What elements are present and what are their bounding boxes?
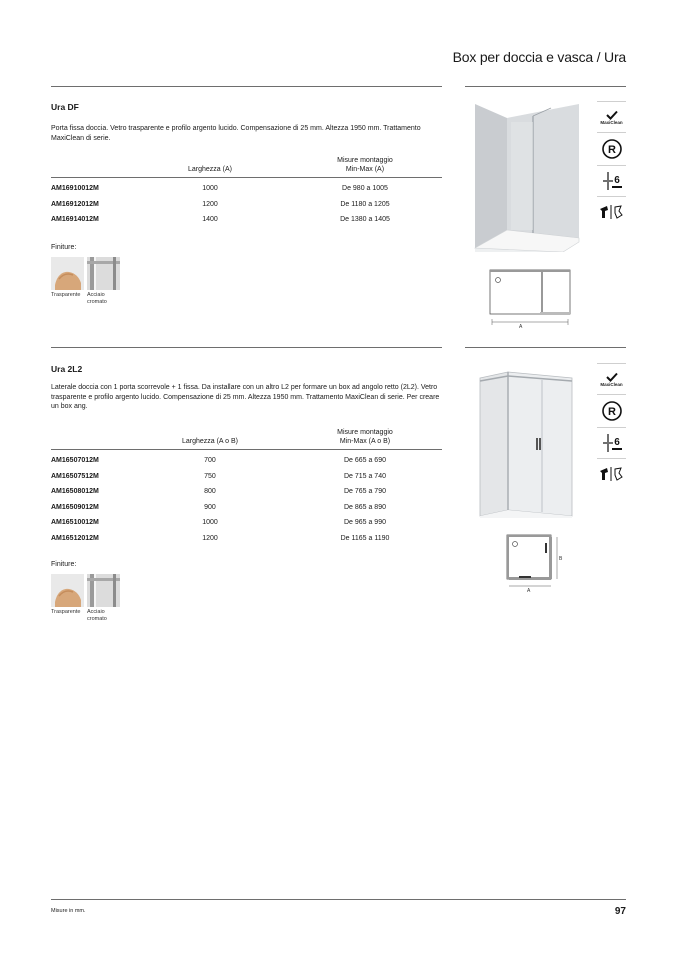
checkmark-icon <box>606 110 618 120</box>
section-divider <box>465 86 626 87</box>
product-code: AM16912012M <box>51 200 99 208</box>
section-description: Porta fissa doccia. Vetro trasparente e profilo argento lucido. Compensazione di 25 mm. Altezza 1950 mm. Trattamento MaxiClean di serie. <box>51 125 421 142</box>
table-row <box>51 450 442 469</box>
section-divider <box>465 347 626 348</box>
reversible-letter: R <box>607 144 616 156</box>
dimension-label-b: B <box>559 556 563 562</box>
mounting-range: De 1180 a 1205 <box>340 200 390 208</box>
width-value: 1200 <box>202 534 218 542</box>
section-divider <box>51 347 442 348</box>
table-row <box>51 484 442 500</box>
product-code: AM16509012M <box>51 503 99 511</box>
mounting-range: De 980 a 1005 <box>342 185 388 192</box>
finish-caption: Acciaio cromato <box>87 609 107 622</box>
footer-divider <box>51 899 626 900</box>
width-value: 750 <box>204 472 216 480</box>
checkmark-icon <box>606 372 618 382</box>
feature-icons <box>597 363 626 489</box>
section-title: Ura 2L2 <box>51 364 83 374</box>
page-number: 97 <box>614 906 626 917</box>
dimension-label: A <box>519 324 523 330</box>
feature-icons <box>597 101 626 227</box>
column-header <box>51 156 162 178</box>
product-code: AM16512012M <box>51 534 99 542</box>
compensation-value: 6 <box>613 437 620 448</box>
finish-swatch-chrome <box>87 574 120 607</box>
compensation-icon <box>597 166 626 197</box>
mounting-range: De 865 a 890 <box>343 503 386 511</box>
maxiclean-badge <box>597 363 626 395</box>
dimension-label-a: A <box>527 588 531 593</box>
mounting-range: De 965 a 990 <box>343 519 386 526</box>
mounting-range: De 1165 a 1190 <box>340 534 390 542</box>
table-row <box>51 197 442 213</box>
cleaning-icon <box>597 197 626 227</box>
table-row <box>51 469 442 485</box>
finish-swatch-transparent <box>51 574 84 607</box>
width-value: 1000 <box>202 519 218 526</box>
product-table <box>51 156 442 228</box>
width-value: 1200 <box>202 200 218 208</box>
cleaning-icon <box>597 459 626 489</box>
plan-diagram <box>497 531 567 593</box>
compensation-value: 6 <box>613 175 620 186</box>
finish-swatch-transparent <box>51 257 84 290</box>
width-value: 1000 <box>202 185 218 192</box>
reversible-icon <box>597 133 626 166</box>
compensation-icon <box>597 428 626 459</box>
table-header-row <box>51 428 442 450</box>
maxiclean-badge <box>597 101 626 133</box>
column-header: Misure montaggio Min-Max (A o B) <box>337 429 393 445</box>
reversible-icon <box>597 395 626 428</box>
finishes-label: Finiture: <box>51 561 77 568</box>
column-header: Larghezza (A o B) <box>181 438 238 445</box>
table-row <box>51 531 442 547</box>
finish-caption: Trasparente <box>51 609 81 615</box>
width-value: 800 <box>204 488 216 495</box>
maxiclean-label: MaxiClean <box>600 381 623 387</box>
finishes-label: Finiture: <box>51 244 77 251</box>
maxiclean-label: MaxiClean <box>600 119 623 125</box>
section-divider <box>51 86 442 87</box>
product-code: AM16910012M <box>51 185 99 192</box>
table-row <box>51 500 442 516</box>
width-value: 1400 <box>202 216 218 223</box>
product-code: AM16508012M <box>51 488 99 495</box>
product-code: AM16914012M <box>51 216 99 223</box>
section-title: Ura DF <box>51 102 79 112</box>
product-photo <box>478 370 574 518</box>
finish-swatch-chrome <box>87 257 120 290</box>
reversible-letter: R <box>607 406 616 418</box>
column-header: Misure montaggio Min-Max (A) <box>337 157 393 173</box>
width-value: 900 <box>204 503 216 511</box>
mounting-range: De 1380 a 1405 <box>340 216 390 223</box>
footer-note: Misure in mm. <box>51 908 86 914</box>
width-value: 700 <box>204 457 216 464</box>
table-header-row <box>51 156 442 178</box>
product-code: AM16510012M <box>51 519 99 526</box>
mounting-range: De 765 a 790 <box>343 488 386 495</box>
finish-caption: Trasparente <box>51 292 81 298</box>
table-row <box>51 515 442 531</box>
product-table <box>51 428 442 546</box>
page-title: Box per doccia e vasca / Ura <box>452 49 626 65</box>
finish-caption: Acciaio cromato <box>87 292 107 305</box>
table-row <box>51 178 442 197</box>
section-description: Laterale doccia con 1 porta scorrevole + 1 fissa. Da installare con un altro L2 per formare un box ad angolo retto (2L2). Vetro trasparente e profilo argento lucido. Compensazione di 25 mm. Altezza 1950 mm. Trattamento MaxiClean di serie. Per creare un box ang. <box>51 384 440 410</box>
product-code: AM16507512M <box>51 472 99 480</box>
plan-diagram <box>488 268 573 330</box>
column-header: Larghezza (A) <box>188 166 232 173</box>
mounting-range: De 715 a 740 <box>343 472 386 480</box>
column-header <box>51 428 162 450</box>
product-code: AM16507012M <box>51 457 99 464</box>
product-photo <box>467 98 583 252</box>
mounting-range: De 665 a 690 <box>343 457 386 464</box>
table-row <box>51 212 442 228</box>
